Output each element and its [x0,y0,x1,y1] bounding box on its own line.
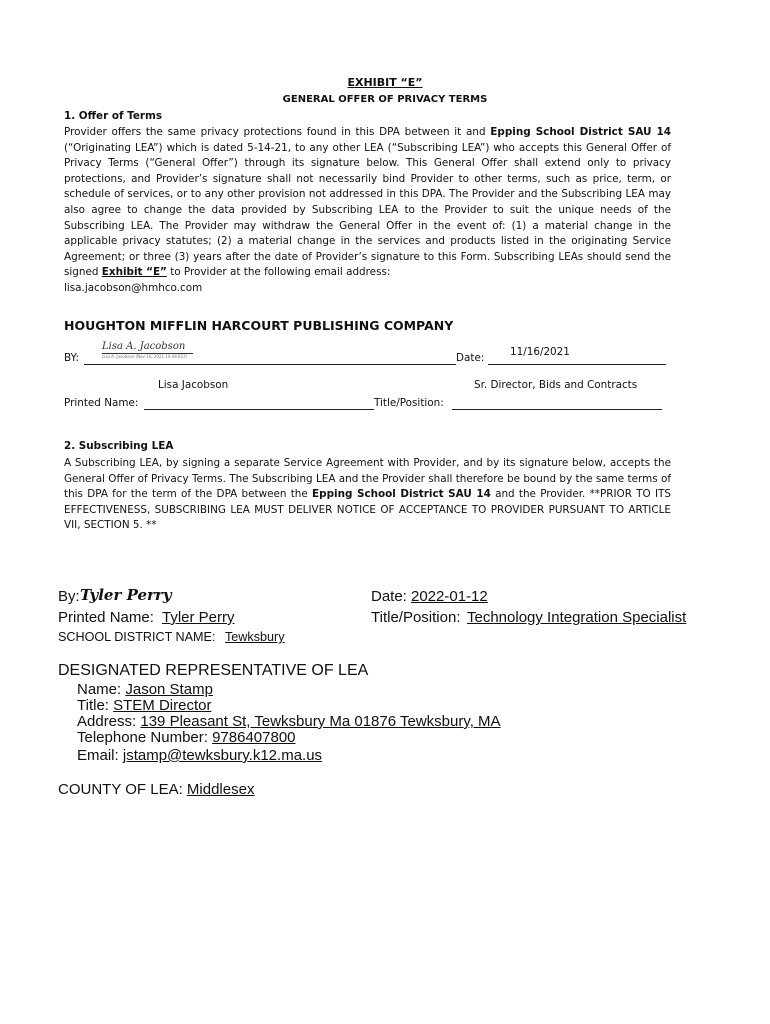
designated-title-row [77,698,501,714]
designated-email-value: jstamp@tewksbury.k12.ma.us [122,747,323,764]
designated-phone-label: Telephone Number: [77,729,208,746]
section2-text-a: A Subscribing LEA, by signing a separate Service Agreement with Provider, and by its signature below, accepts the General Offer of Privacy Terms. The Subscribing LEA and the Provider shall therefore be bound by the same terms of this DPA for the term of the DPA between the [64,457,671,501]
designated-email-row [77,748,501,764]
provider-signature-line [84,364,456,365]
lea-by-label: By: [58,588,80,605]
section2-district: Epping School District SAU 14 [312,488,491,501]
provider-title-label: Title/Position: [374,397,444,409]
provider-title-value: Sr. Director, Bids and Contracts [474,379,638,391]
designated-title-label: Title: [77,697,109,714]
designated-address-value: 139 Pleasant St, Tewksbury Ma 01876 Tewksbury, MA [140,713,501,730]
designated-heading: DESIGNATED REPRESENTATIVE OF LEA [58,662,369,679]
lea-district-value: Tewksbury [225,630,285,644]
lea-date-value: 2022-01-12 [411,588,488,605]
lea-printed-name-value: Tyler Perry [162,609,235,626]
designated-phone-value: 9786407800 [212,729,296,746]
section1-heading: 1. Offer of Terms [64,110,162,122]
county-label: COUNTY OF LEA: [58,781,183,798]
provider-printed-name-label: Printed Name: [64,397,139,409]
lea-title-value: Technology Integration Specialist [467,609,687,626]
designated-name-label: Name: [77,681,122,698]
lea-district-label: SCHOOL DISTRICT NAME: [58,630,216,644]
lea-signature: Tyler Perry [80,586,172,604]
provider-printed-name-line [144,409,374,410]
designated-address-row [77,714,501,730]
designated-name-row [77,682,501,698]
section1-text-b: (“Originating LEA”) which is dated 5-14-21, to any other LEA (“Subscribing LEA”) who accepts this General Offer of Privacy Terms (“General Offer”) through its signature below. This General Offer shall extend only to privacy protections, and Provider’s signature shall not necessarily bind Provider to other terms, such as price, term, or schedule of services, or to any other provision not addressed in this DPA. The Provider and the Subscribing LEA may also agree to change the data provided by Subscribing LEA to the Provider to suit the unique needs of the Subscribing LEA. The Provider may withdraw the General Offer in the event of: (1) a material change in the applicable privacy statutes; (2) a material change in the services and products listed in the originating Service Agreement; or three (3) years after the date of Provider’s signature to this Form. Subscribing LEAs should send the signed [64,141,671,279]
section1-email: lisa.jacobson@hmhco.com [64,281,203,294]
section2-heading: 2. Subscribing LEA [64,440,174,452]
provider-date-label: Date: [456,352,485,364]
designated-address-label: Address: [77,713,137,730]
provider-signature-caption: Lisa A. Jacobson (Nov 16, 2021 14:48 EST) [102,354,188,359]
lea-printed-name-label: Printed Name: [58,609,154,626]
provider-company: HOUGHTON MIFFLIN HARCOURT PUBLISHING COMPANY [64,318,454,333]
section2-paragraph [64,456,671,534]
lea-title-label: Title/Position: [371,609,461,626]
lea-date-label: Date: [371,588,407,605]
designated-details [77,682,501,764]
provider-signature: Lisa A. Jacobson [102,341,193,354]
designated-title-value: STEM Director [113,697,212,714]
county-row [58,781,254,798]
provider-printed-name-value: Lisa Jacobson [158,379,229,391]
county-value: Middlesex [186,781,255,798]
section1-district: Epping School District SAU 14 [490,126,671,138]
section1-text-c: to Provider at the following email address: [166,266,391,279]
provider-title-line [452,409,662,410]
exhibit-subtitle: GENERAL OFFER OF PRIVACY TERMS [282,94,488,105]
section2-text-b: and the Provider. **PRIOR TO ITS EFFECTIVENESS, SUBSCRIBING LEA MUST DELIVER NOTICE OF ACCEPTANCE TO PROVIDER PURSUANT TO ARTICLE VII, SECTION 5. ** [64,488,671,532]
designated-email-label: Email: [77,747,119,764]
provider-date-line [488,364,666,365]
designated-name-value: Jason Stamp [125,681,213,698]
exhibit-title: EXHIBIT “E” [347,76,423,89]
section1-exhibit-ref: Exhibit “E” [101,266,167,279]
section1-paragraph [64,125,671,297]
section1-text-a: Provider offers the same privacy protections found in this DPA between it and [64,126,491,138]
provider-by-label: BY: [64,352,80,364]
designated-phone-row [77,730,501,746]
provider-date-value: 11/16/2021 [510,346,570,358]
